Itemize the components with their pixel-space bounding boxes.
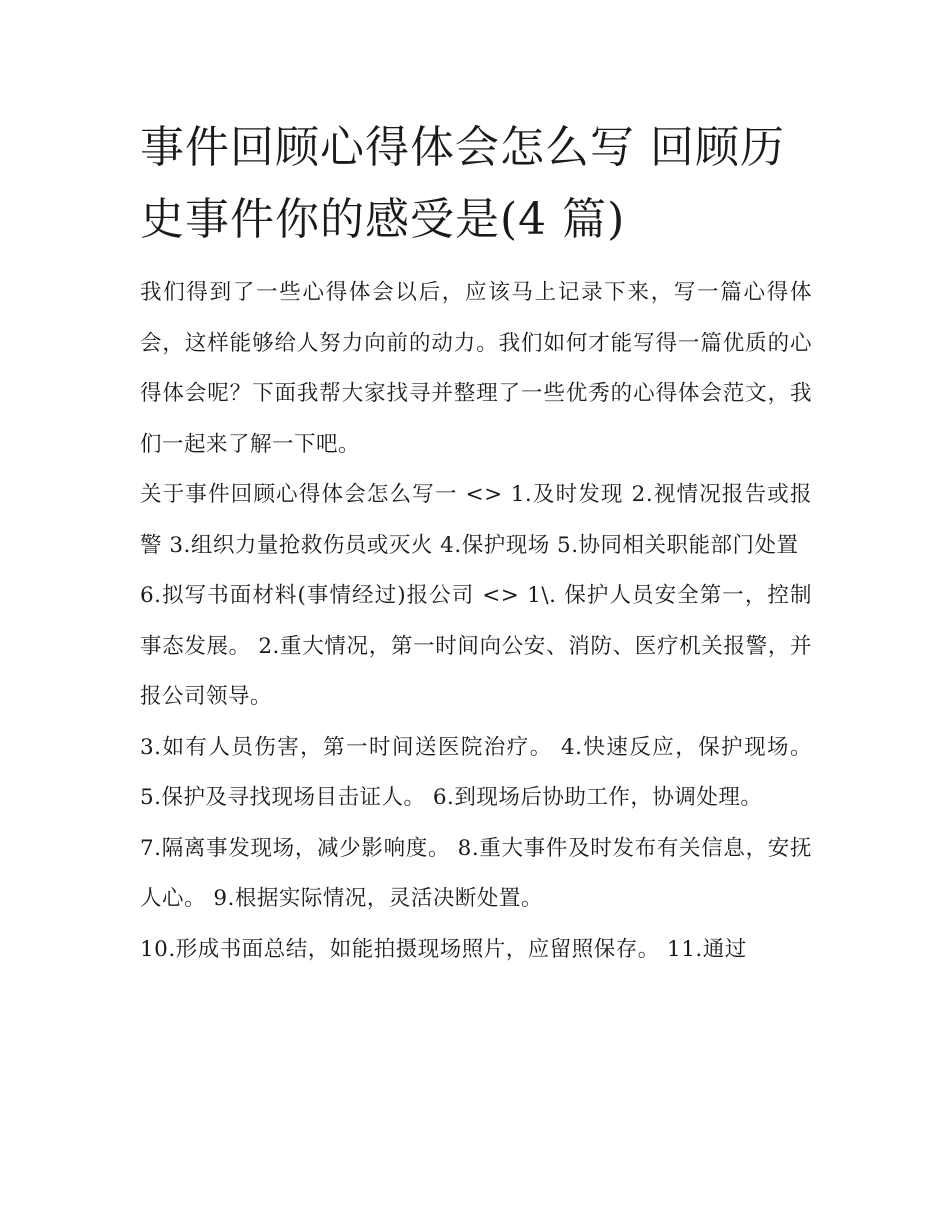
document-paragraph: 3.如有人员伤害，第一时间送医院治疗。 4.快速反应，保护现场。 5.保护及寻找现场目击证人。 6.到现场后协助工作，协调处理。 bbox=[140, 734, 812, 810]
document-paragraph: 6.拟写书面材料(事情经过)报公司 <> 1\. 保护人员安全第一，控制事态发展。 2.重大情况，第一时间向公安、消防、医疗机关报警，并报公司领导。 bbox=[140, 583, 812, 709]
document-paragraph: 关于事件回顾心得体会怎么写一 <> 1.及时发现 2.视情况报告或报警 3.组织力量抢救伤员或灭火 4.保护现场 5.协同相关职能部门处置 bbox=[140, 482, 812, 558]
document-paragraph: 我们得到了一些心得体会以后，应该马上记录下来，写一篇心得体会，这样能够给人努力向前的动力。我们如何才能写得一篇优质的心得体会呢？下面我帮大家找寻并整理了一些优秀的心得体会范文，我们一起来了解一下吧。 bbox=[140, 280, 812, 457]
document-page bbox=[140, 112, 812, 975]
document-paragraph: 7.隔离事发现场，减少影响度。 8.重大事件及时发布有关信息，安抚人心。 9.根据实际情况，灵活决断处置。 bbox=[140, 835, 812, 911]
document-paragraph: 10.形成书面总结，如能拍摄现场照片，应留照保存。 11.通过 bbox=[140, 936, 747, 962]
document-title: 事件回顾心得体会怎么写 回顾历史事件你的感受是(4 篇) bbox=[140, 122, 785, 245]
